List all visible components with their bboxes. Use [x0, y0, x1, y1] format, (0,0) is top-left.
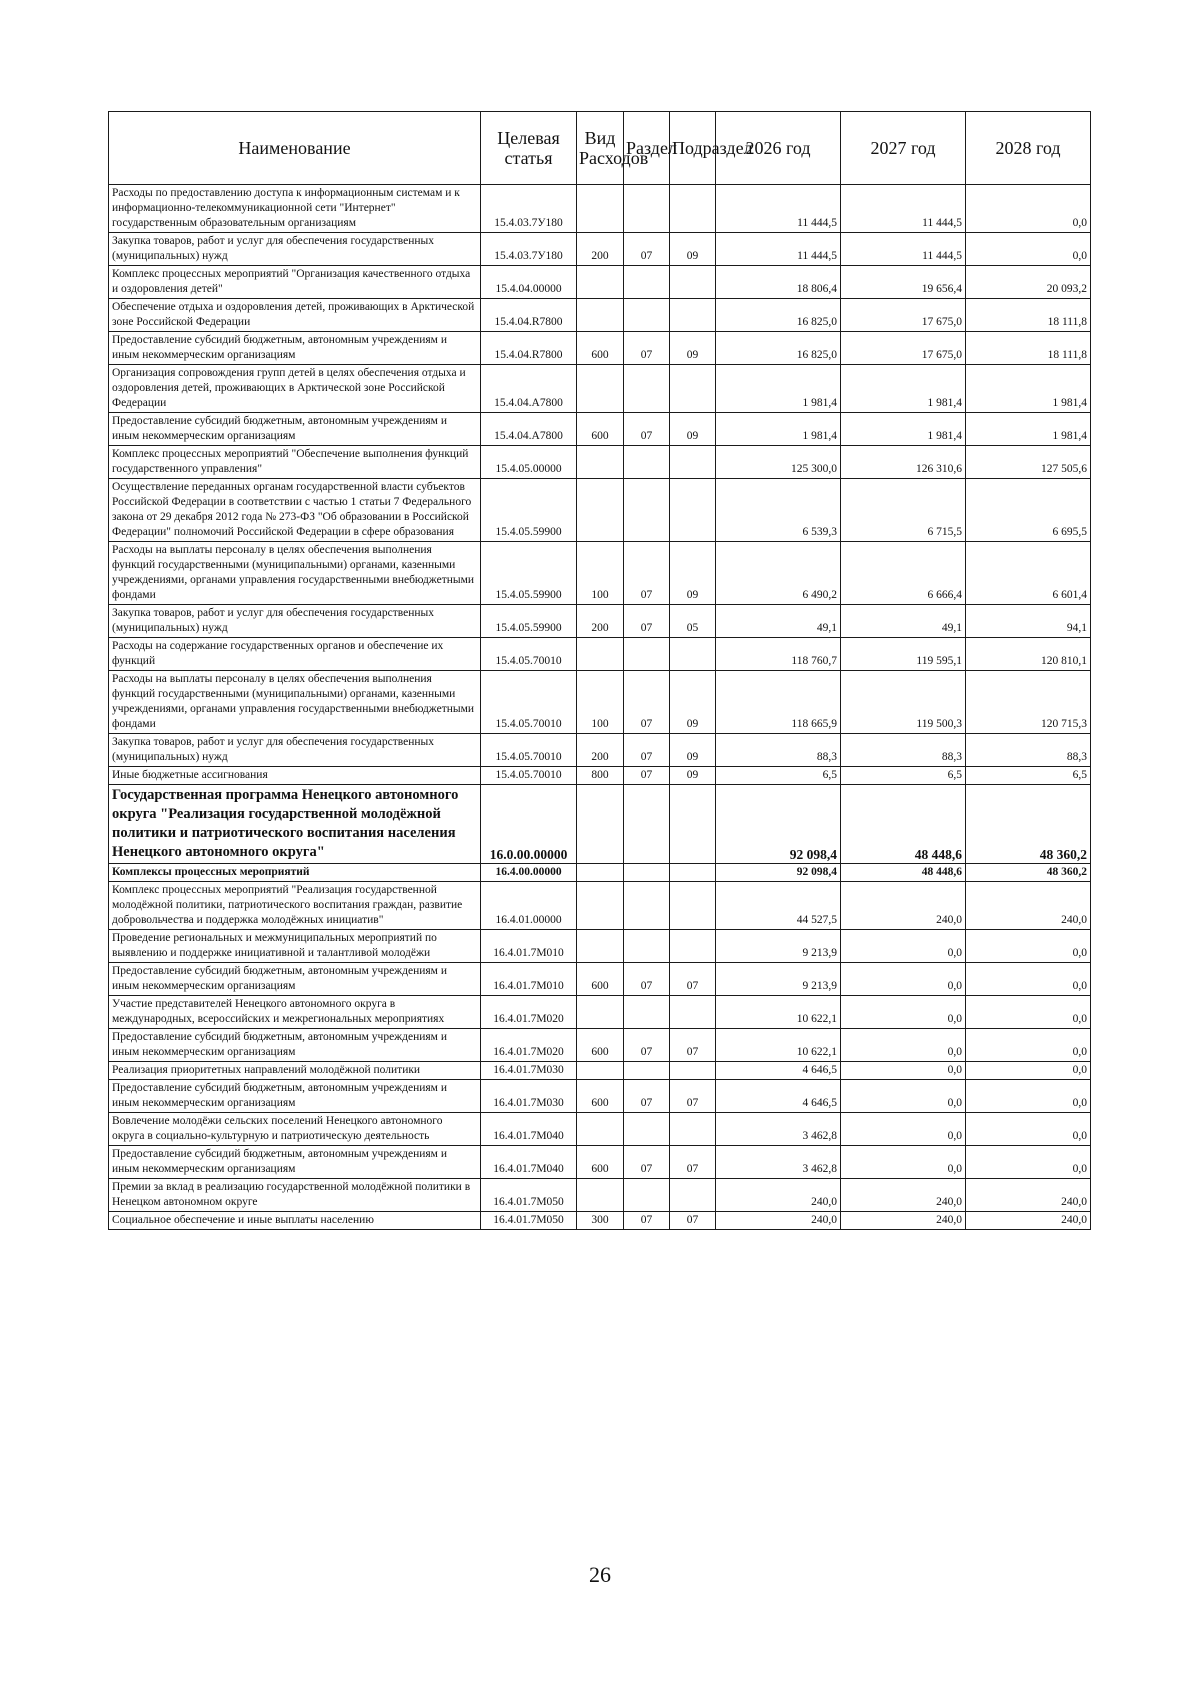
row-expense-type: 600	[577, 413, 624, 446]
row-target-article: 16.4.01.7М050	[481, 1179, 577, 1212]
row-amount-2027: 88,3	[841, 734, 966, 767]
row-amount-2028: 6 695,5	[966, 479, 1091, 542]
row-amount-2028: 6 601,4	[966, 542, 1091, 605]
row-expense-type	[577, 185, 624, 233]
row-amount-2026: 3 462,8	[716, 1146, 841, 1179]
row-section: 07	[624, 1146, 670, 1179]
row-name: Осуществление переданных органам государственной власти субъектов Российской Федерации в соответствии с частью 1 статьи 7 Федерального закона от 29 декабря 2012 года № 273-ФЗ "Об образовании в Российской Федерации" полномочий Российской Федерации в сфере образования	[109, 479, 481, 542]
row-section	[624, 1179, 670, 1212]
row-amount-2026: 4 646,5	[716, 1080, 841, 1113]
row-expense-type: 100	[577, 671, 624, 734]
table-row	[109, 930, 1091, 963]
row-name: Расходы на содержание государственных органов и обеспечение их функций	[109, 638, 481, 671]
row-section: 07	[624, 767, 670, 785]
table-row	[109, 299, 1091, 332]
row-amount-2026: 125 300,0	[716, 446, 841, 479]
row-subsection: 09	[670, 413, 716, 446]
row-target-article: 16.4.01.7М010	[481, 930, 577, 963]
row-expense-type: 600	[577, 1146, 624, 1179]
row-subsection	[670, 996, 716, 1029]
table-row	[109, 1113, 1091, 1146]
row-section: 07	[624, 671, 670, 734]
table-row	[109, 365, 1091, 413]
row-amount-2027: 6 715,5	[841, 479, 966, 542]
table-row	[109, 605, 1091, 638]
table-row	[109, 864, 1091, 882]
budget-table	[108, 111, 1091, 1230]
row-amount-2028: 18 111,8	[966, 332, 1091, 365]
table-row	[109, 332, 1091, 365]
row-name: Предоставление субсидий бюджетным, автономным учреждениям и иным некоммерческим организациям	[109, 413, 481, 446]
row-subsection	[670, 1179, 716, 1212]
row-target-article: 15.4.04.А7800	[481, 413, 577, 446]
row-amount-2027: 1 981,4	[841, 413, 966, 446]
table-header	[109, 112, 1091, 185]
row-expense-type	[577, 785, 624, 864]
row-amount-2028: 0,0	[966, 1029, 1091, 1062]
row-name: Комплекс процессных мероприятий "Реализация государственной молодёжной политики, патриотического воспитания граждан, развитие добровольчества и поддержка молодёжных инициатив"	[109, 882, 481, 930]
row-amount-2028: 120 810,1	[966, 638, 1091, 671]
row-expense-type	[577, 479, 624, 542]
row-name: Предоставление субсидий бюджетным, автономным учреждениям и иным некоммерческим организациям	[109, 332, 481, 365]
row-target-article: 16.4.01.7М030	[481, 1080, 577, 1113]
row-amount-2028: 94,1	[966, 605, 1091, 638]
table-row	[109, 767, 1091, 785]
row-target-article: 15.4.04.А7800	[481, 365, 577, 413]
row-amount-2026: 16 825,0	[716, 332, 841, 365]
row-subsection: 09	[670, 671, 716, 734]
row-amount-2027: 240,0	[841, 1179, 966, 1212]
row-section: 07	[624, 1029, 670, 1062]
row-section: 07	[624, 1212, 670, 1230]
row-amount-2027: 17 675,0	[841, 299, 966, 332]
table-row	[109, 1080, 1091, 1113]
row-amount-2028: 240,0	[966, 1179, 1091, 1212]
row-target-article: 16.4.01.7М040	[481, 1146, 577, 1179]
row-expense-type	[577, 996, 624, 1029]
row-subsection	[670, 1062, 716, 1080]
row-section	[624, 365, 670, 413]
row-expense-type: 200	[577, 605, 624, 638]
row-subsection	[670, 185, 716, 233]
row-subsection	[670, 930, 716, 963]
row-amount-2028: 0,0	[966, 1080, 1091, 1113]
row-target-article: 16.4.01.7М010	[481, 963, 577, 996]
row-target-article: 15.4.04.R7800	[481, 332, 577, 365]
row-section: 07	[624, 734, 670, 767]
row-target-article: 15.4.05.70010	[481, 638, 577, 671]
header-section: Раздел	[624, 112, 670, 185]
header-year-2026: 2026 год	[716, 112, 841, 185]
row-target-article: 16.4.01.7М030	[481, 1062, 577, 1080]
row-amount-2026: 240,0	[716, 1212, 841, 1230]
row-name: Закупка товаров, работ и услуг для обеспечения государственных (муниципальных) нужд	[109, 605, 481, 638]
row-amount-2028: 0,0	[966, 1146, 1091, 1179]
row-subsection	[670, 638, 716, 671]
row-section	[624, 882, 670, 930]
row-name: Реализация приоритетных направлений молодёжной политики	[109, 1062, 481, 1080]
row-amount-2026: 4 646,5	[716, 1062, 841, 1080]
row-target-article: 16.4.00.00000	[481, 864, 577, 882]
row-amount-2027: 0,0	[841, 1146, 966, 1179]
row-amount-2026: 11 444,5	[716, 233, 841, 266]
row-amount-2027: 119 500,3	[841, 671, 966, 734]
row-amount-2028: 0,0	[966, 996, 1091, 1029]
table-row	[109, 671, 1091, 734]
page-number: 26	[589, 1562, 611, 1587]
row-amount-2026: 10 622,1	[716, 1029, 841, 1062]
row-target-article: 15.4.05.70010	[481, 767, 577, 785]
row-amount-2027: 19 656,4	[841, 266, 966, 299]
row-amount-2028: 48 360,2	[966, 864, 1091, 882]
row-amount-2026: 118 760,7	[716, 638, 841, 671]
header-subsection: Подраздел	[670, 112, 716, 185]
table-row	[109, 542, 1091, 605]
row-amount-2026: 18 806,4	[716, 266, 841, 299]
row-subsection	[670, 299, 716, 332]
row-amount-2026: 6 539,3	[716, 479, 841, 542]
row-amount-2028: 48 360,2	[966, 785, 1091, 864]
row-amount-2028: 0,0	[966, 233, 1091, 266]
table-row	[109, 996, 1091, 1029]
row-amount-2026: 6 490,2	[716, 542, 841, 605]
row-amount-2026: 44 527,5	[716, 882, 841, 930]
row-name: Вовлечение молодёжи сельских поселений Ненецкого автономного округа в социально-культурную и патриотическую деятельность	[109, 1113, 481, 1146]
row-expense-type	[577, 299, 624, 332]
row-section: 07	[624, 963, 670, 996]
header-expense-type: Вид Расходов	[577, 112, 624, 185]
row-section: 07	[624, 413, 670, 446]
row-amount-2027: 1 981,4	[841, 365, 966, 413]
row-name: Комплекс процессных мероприятий "Организация качественного отдыха и оздоровления детей"	[109, 266, 481, 299]
row-amount-2027: 126 310,6	[841, 446, 966, 479]
row-subsection: 07	[670, 1029, 716, 1062]
row-name: Предоставление субсидий бюджетным, автономным учреждениям и иным некоммерческим организациям	[109, 1029, 481, 1062]
row-amount-2026: 49,1	[716, 605, 841, 638]
row-target-article: 16.4.01.7М020	[481, 1029, 577, 1062]
budget-table-container	[108, 111, 1090, 1230]
row-target-article: 15.4.04.00000	[481, 266, 577, 299]
table-body	[109, 185, 1091, 1230]
row-subsection	[670, 882, 716, 930]
row-amount-2027: 0,0	[841, 1080, 966, 1113]
row-target-article: 15.4.05.59900	[481, 479, 577, 542]
row-amount-2026: 16 825,0	[716, 299, 841, 332]
row-amount-2026: 9 213,9	[716, 930, 841, 963]
row-name: Предоставление субсидий бюджетным, автономным учреждениям и иным некоммерческим организациям	[109, 1080, 481, 1113]
table-row	[109, 882, 1091, 930]
row-amount-2027: 240,0	[841, 1212, 966, 1230]
row-amount-2027: 0,0	[841, 1062, 966, 1080]
row-amount-2026: 118 665,9	[716, 671, 841, 734]
row-name: Обеспечение отдыха и оздоровления детей, проживающих в Арктической зоне Российской Федерации	[109, 299, 481, 332]
row-expense-type	[577, 1179, 624, 1212]
row-amount-2027: 49,1	[841, 605, 966, 638]
row-target-article: 15.4.04.R7800	[481, 299, 577, 332]
row-section	[624, 1062, 670, 1080]
row-amount-2028: 120 715,3	[966, 671, 1091, 734]
row-section	[624, 1113, 670, 1146]
row-amount-2026: 10 622,1	[716, 996, 841, 1029]
row-expense-type	[577, 446, 624, 479]
row-amount-2028: 20 093,2	[966, 266, 1091, 299]
row-expense-type: 800	[577, 767, 624, 785]
row-section: 07	[624, 605, 670, 638]
row-subsection	[670, 479, 716, 542]
table-row	[109, 185, 1091, 233]
row-name: Расходы на выплаты персоналу в целях обеспечения выполнения функций государственными (муниципальными) органами, казенными учреждениями, органами управления государственными внебюджетными фондами	[109, 542, 481, 605]
row-amount-2026: 1 981,4	[716, 365, 841, 413]
row-amount-2027: 119 595,1	[841, 638, 966, 671]
row-expense-type: 200	[577, 233, 624, 266]
row-target-article: 16.0.00.00000	[481, 785, 577, 864]
row-amount-2027: 48 448,6	[841, 864, 966, 882]
row-subsection: 05	[670, 605, 716, 638]
row-expense-type	[577, 365, 624, 413]
row-amount-2027: 0,0	[841, 1113, 966, 1146]
row-name: Предоставление субсидий бюджетным, автономным учреждениям и иным некоммерческим организациям	[109, 963, 481, 996]
row-amount-2026: 88,3	[716, 734, 841, 767]
header-name: Наименование	[109, 112, 481, 185]
row-section: 07	[624, 542, 670, 605]
row-target-article: 15.4.05.70010	[481, 734, 577, 767]
row-amount-2028: 0,0	[966, 185, 1091, 233]
row-amount-2028: 240,0	[966, 882, 1091, 930]
row-expense-type	[577, 882, 624, 930]
row-section	[624, 479, 670, 542]
row-target-article: 15.4.05.59900	[481, 605, 577, 638]
row-expense-type: 600	[577, 1029, 624, 1062]
row-expense-type: 600	[577, 1080, 624, 1113]
row-amount-2028: 1 981,4	[966, 365, 1091, 413]
row-amount-2027: 0,0	[841, 963, 966, 996]
row-section: 07	[624, 233, 670, 266]
row-section	[624, 185, 670, 233]
header-row	[109, 112, 1091, 185]
table-row	[109, 1212, 1091, 1230]
table-row	[109, 963, 1091, 996]
row-name: Социальное обеспечение и иные выплаты населению	[109, 1212, 481, 1230]
row-section	[624, 785, 670, 864]
table-row	[109, 638, 1091, 671]
row-amount-2027: 0,0	[841, 996, 966, 1029]
row-amount-2028: 88,3	[966, 734, 1091, 767]
header-year-2027: 2027 год	[841, 112, 966, 185]
row-section	[624, 446, 670, 479]
header-year-2028: 2028 год	[966, 112, 1091, 185]
row-expense-type: 100	[577, 542, 624, 605]
row-amount-2026: 3 462,8	[716, 1113, 841, 1146]
row-amount-2027: 0,0	[841, 930, 966, 963]
row-subsection: 07	[670, 1080, 716, 1113]
row-target-article: 15.4.05.59900	[481, 542, 577, 605]
row-amount-2027: 17 675,0	[841, 332, 966, 365]
row-subsection: 09	[670, 542, 716, 605]
row-name: Проведение региональных и межмуниципальных мероприятий по выявлению и поддержке инициативной и талантливой молодёжи	[109, 930, 481, 963]
row-name: Государственная программа Ненецкого автономного округа "Реализация государственной молодёжной политики и патриотического воспитания населения Ненецкого автономного округа"	[109, 785, 481, 864]
row-expense-type	[577, 1062, 624, 1080]
row-section: 07	[624, 332, 670, 365]
row-target-article: 16.4.01.7М050	[481, 1212, 577, 1230]
table-row	[109, 785, 1091, 864]
table-row	[109, 1029, 1091, 1062]
row-amount-2026: 92 098,4	[716, 864, 841, 882]
row-expense-type	[577, 864, 624, 882]
row-amount-2028: 0,0	[966, 1062, 1091, 1080]
row-target-article: 16.4.01.7М020	[481, 996, 577, 1029]
row-section	[624, 266, 670, 299]
row-amount-2026: 6,5	[716, 767, 841, 785]
table-row	[109, 446, 1091, 479]
table-row	[109, 1146, 1091, 1179]
row-expense-type: 600	[577, 332, 624, 365]
table-row	[109, 1062, 1091, 1080]
row-target-article: 15.4.03.7У180	[481, 185, 577, 233]
row-subsection	[670, 1113, 716, 1146]
row-target-article: 15.4.05.00000	[481, 446, 577, 479]
row-subsection: 09	[670, 767, 716, 785]
row-amount-2027: 6,5	[841, 767, 966, 785]
row-section	[624, 864, 670, 882]
table-row	[109, 413, 1091, 446]
row-expense-type: 300	[577, 1212, 624, 1230]
row-subsection: 07	[670, 963, 716, 996]
row-amount-2028: 127 505,6	[966, 446, 1091, 479]
row-subsection	[670, 365, 716, 413]
row-section: 07	[624, 1080, 670, 1113]
row-amount-2026: 11 444,5	[716, 185, 841, 233]
row-amount-2026: 240,0	[716, 1179, 841, 1212]
row-expense-type	[577, 1113, 624, 1146]
row-section	[624, 930, 670, 963]
row-target-article: 15.4.03.7У180	[481, 233, 577, 266]
row-name: Участие представителей Ненецкого автономного округа в международных, всероссийских и межрегиональных мероприятиях	[109, 996, 481, 1029]
row-expense-type	[577, 638, 624, 671]
row-subsection	[670, 864, 716, 882]
row-target-article: 15.4.05.70010	[481, 671, 577, 734]
row-subsection: 09	[670, 233, 716, 266]
row-subsection	[670, 446, 716, 479]
row-expense-type: 600	[577, 963, 624, 996]
row-subsection: 07	[670, 1146, 716, 1179]
table-row	[109, 479, 1091, 542]
row-name: Премии за вклад в реализацию государственной молодёжной политики в Ненецком автономном округе	[109, 1179, 481, 1212]
row-amount-2027: 240,0	[841, 882, 966, 930]
row-name: Комплекс процессных мероприятий "Обеспечение выполнения функций государственного управления"	[109, 446, 481, 479]
row-name: Расходы на выплаты персоналу в целях обеспечения выполнения функций государственными (муниципальными) органами, казенными учреждениями, органами управления государственными внебюджетными фондами	[109, 671, 481, 734]
row-target-article: 16.4.01.7М040	[481, 1113, 577, 1146]
table-row	[109, 266, 1091, 299]
row-section	[624, 299, 670, 332]
row-amount-2028: 240,0	[966, 1212, 1091, 1230]
row-name: Комплексы процессных мероприятий	[109, 864, 481, 882]
row-subsection: 09	[670, 332, 716, 365]
row-name: Расходы по предоставлению доступа к информационным системам и к информационно-телекоммуникационной сети "Интернет" государственным образовательным организациям	[109, 185, 481, 233]
row-amount-2026: 92 098,4	[716, 785, 841, 864]
row-amount-2026: 9 213,9	[716, 963, 841, 996]
row-amount-2027: 0,0	[841, 1029, 966, 1062]
table-row	[109, 1179, 1091, 1212]
row-expense-type	[577, 266, 624, 299]
table-row	[109, 734, 1091, 767]
row-amount-2028: 0,0	[966, 1113, 1091, 1146]
row-amount-2027: 48 448,6	[841, 785, 966, 864]
table-row	[109, 233, 1091, 266]
row-amount-2028: 0,0	[966, 963, 1091, 996]
row-section	[624, 996, 670, 1029]
row-subsection: 09	[670, 734, 716, 767]
row-name: Иные бюджетные ассигнования	[109, 767, 481, 785]
row-name: Организация сопровождения групп детей в целях обеспечения отдыха и оздоровления детей, проживающих в Арктической зоне Российской Федерации	[109, 365, 481, 413]
row-expense-type: 200	[577, 734, 624, 767]
row-amount-2028: 6,5	[966, 767, 1091, 785]
header-target-article: Целевая статья	[481, 112, 577, 185]
row-subsection: 07	[670, 1212, 716, 1230]
row-section	[624, 638, 670, 671]
row-amount-2028: 18 111,8	[966, 299, 1091, 332]
row-amount-2027: 11 444,5	[841, 233, 966, 266]
row-subsection	[670, 785, 716, 864]
row-amount-2028: 1 981,4	[966, 413, 1091, 446]
row-subsection	[670, 266, 716, 299]
row-amount-2027: 11 444,5	[841, 185, 966, 233]
row-amount-2027: 6 666,4	[841, 542, 966, 605]
row-name: Предоставление субсидий бюджетным, автономным учреждениям и иным некоммерческим организациям	[109, 1146, 481, 1179]
row-target-article: 16.4.01.00000	[481, 882, 577, 930]
row-expense-type	[577, 930, 624, 963]
row-name: Закупка товаров, работ и услуг для обеспечения государственных (муниципальных) нужд	[109, 233, 481, 266]
row-amount-2026: 1 981,4	[716, 413, 841, 446]
row-name: Закупка товаров, работ и услуг для обеспечения государственных (муниципальных) нужд	[109, 734, 481, 767]
row-amount-2028: 0,0	[966, 930, 1091, 963]
